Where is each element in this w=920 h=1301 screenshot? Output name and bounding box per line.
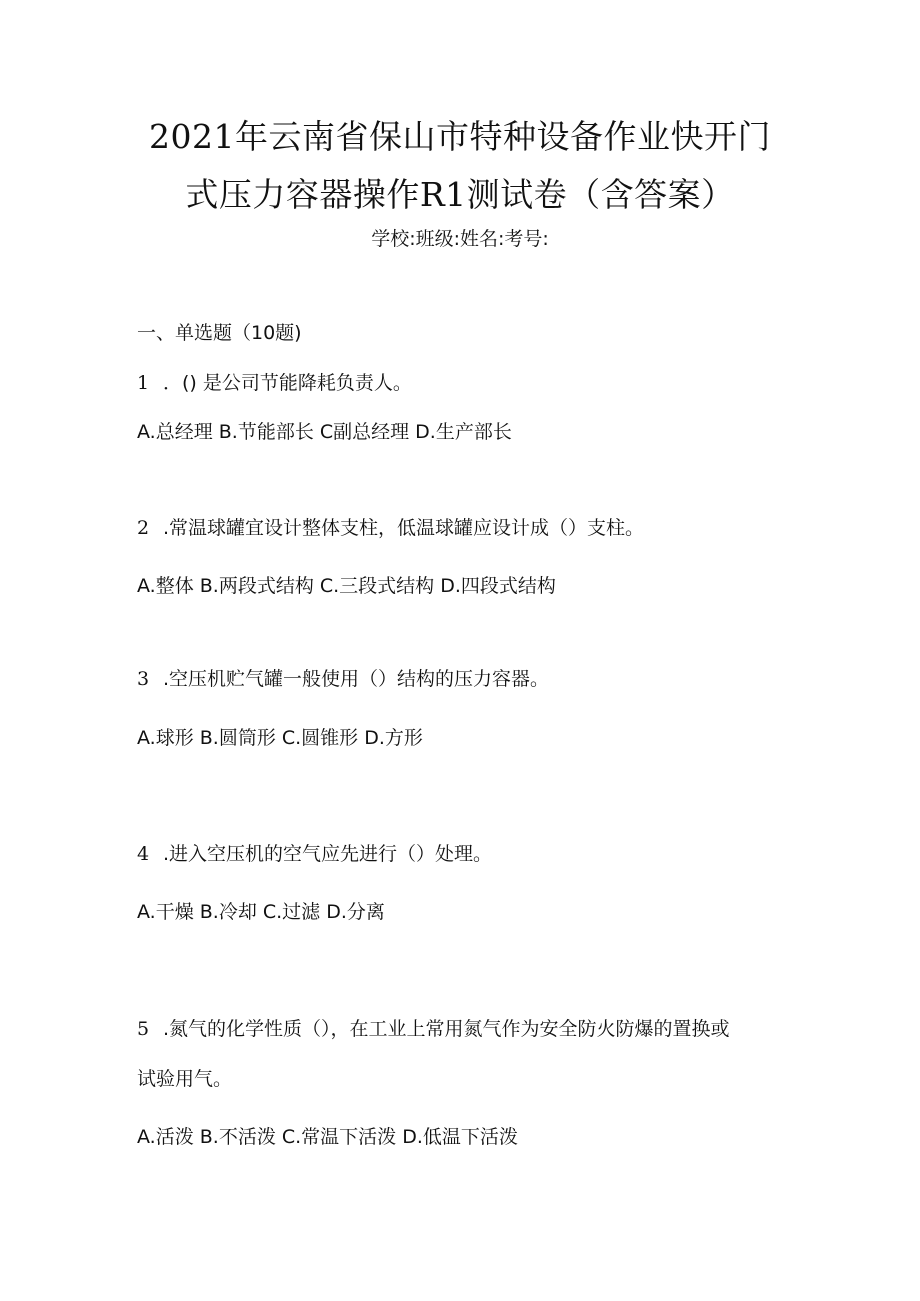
question-5-options: A.活泼 B.不活泼 C.常温下活泼 D.低温下活泼: [137, 1126, 518, 1148]
question-4: [137, 841, 492, 867]
question-text: .常温球罐宜设计整体支柱，低温球罐应设计成（）支柱。: [163, 517, 645, 539]
question-2-options: A.整体 B.两段式结构 C.三段式结构 D.四段式结构: [137, 575, 556, 597]
question-number: 3: [137, 668, 150, 690]
question-5-continuation: 试验用气。: [137, 1068, 233, 1090]
question-text: .空压机贮气罐一般使用（）结构的压力容器。: [163, 668, 550, 690]
question-number: 5: [137, 1018, 150, 1040]
exam-title: [0, 108, 920, 224]
student-info-fields: 学校:班级:姓名:考号:: [371, 228, 549, 250]
question-3: [137, 666, 549, 692]
question-4-options: A.干燥 B.冷却 C.过滤 D.分离: [137, 901, 385, 923]
question-number: 4: [137, 843, 150, 865]
question-number: 2: [137, 517, 150, 539]
section-heading: 一、单选题（10题): [137, 322, 302, 344]
question-5: [137, 1016, 730, 1042]
exam-title-line-2: 式压力容器操作R1测试卷（含答案）: [185, 175, 735, 214]
question-1: [137, 370, 412, 396]
question-3-options: A.球形 B.圆筒形 C.圆锥形 D.方形: [137, 727, 423, 749]
exam-title-line-1: 2021年云南省保山市特种设备作业快开门: [149, 117, 771, 156]
question-2: [137, 515, 644, 541]
question-text: ．() 是公司节能降耗负责人。: [163, 372, 412, 394]
question-number: 1: [137, 372, 150, 394]
question-text: .进入空压机的空气应先进行（）处理。: [163, 843, 493, 865]
question-text: .氮气的化学性质（），在工业上常用氮气作为安全防火防爆的置换或: [163, 1018, 730, 1040]
question-1-options: A.总经理 B.节能部长 C副总经理 D.生产部长: [137, 421, 512, 443]
